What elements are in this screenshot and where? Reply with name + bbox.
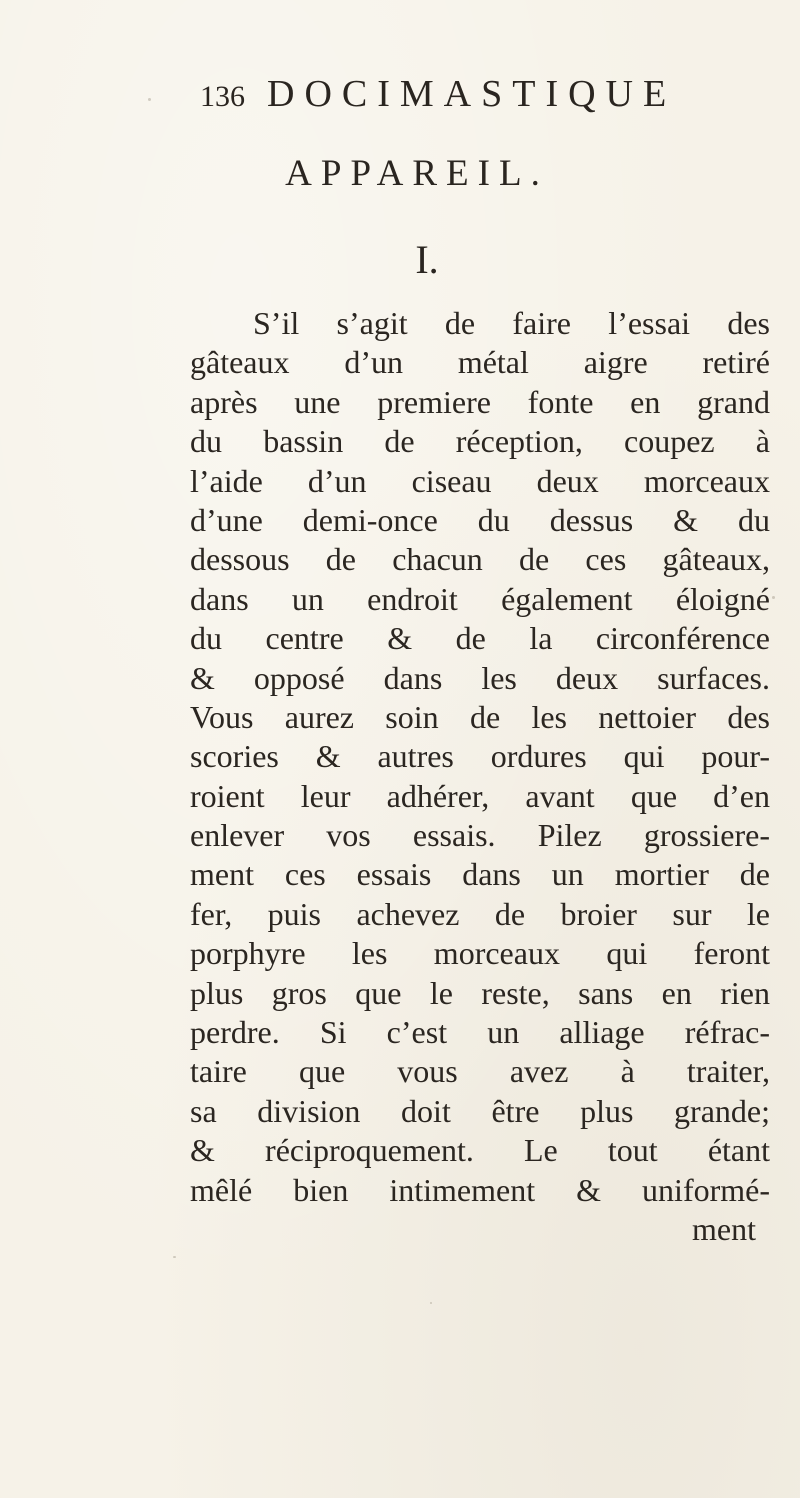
text-line: fer, puis achevez de broier sur le [190, 895, 770, 932]
running-title: DOCIMASTIQUE [267, 73, 677, 115]
text-line: dessous de chacun de ces gâteaux, [190, 541, 770, 578]
page-number: 136 [200, 80, 245, 113]
section-title: APPAREIL. [285, 153, 549, 194]
section-number: I. [415, 237, 439, 282]
text-line: du centre & de la circonférence [190, 620, 770, 657]
paper-speck [772, 596, 775, 599]
text-line: & opposé dans les deux surfaces. [190, 659, 770, 696]
text-line: roient leur adhérer, avant que d’en [190, 777, 770, 814]
text-line: après une premiere fonte en grand [190, 383, 770, 420]
text-line: sa division doit être plus grande; [190, 1092, 770, 1129]
text-line: d’une demi-once du dessus & du [190, 501, 770, 538]
paper-speck [430, 1302, 432, 1304]
text-line: l’aide d’un ciseau deux morceaux [190, 462, 770, 499]
running-head [200, 72, 720, 122]
text-line: taire que vous avez à traiter, [190, 1053, 770, 1090]
text-line: & réciproquement. Le tout étant [190, 1132, 770, 1169]
text-line: ment ces essais dans un mortier de [190, 856, 770, 893]
paper-speck [148, 98, 151, 101]
text-line: Vous aurez soin de les nettoier des [190, 698, 770, 735]
body-paragraph [190, 304, 770, 1249]
text-line: scories & autres ordures qui pour- [190, 738, 770, 775]
paper-speck [173, 1256, 176, 1258]
text-line: plus gros que le reste, sans en rien [190, 974, 770, 1011]
catchword: ment [692, 1210, 756, 1247]
text-line: porphyre les morceaux qui feront [190, 935, 770, 972]
text-line: S’il s’agit de faire l’essai des [253, 305, 770, 341]
text-line: perdre. Si c’est un alliage réfrac- [190, 1014, 770, 1051]
text-line: gâteaux d’un métal aigre retiré [190, 344, 770, 381]
text-line: mêlé bien intimement & uniformé- [190, 1171, 770, 1208]
text-line: enlever vos essais. Pilez grossiere- [190, 817, 770, 854]
text-line: dans un endroit également éloigné [190, 580, 770, 617]
text-line: du bassin de réception, coupez à [190, 423, 770, 460]
